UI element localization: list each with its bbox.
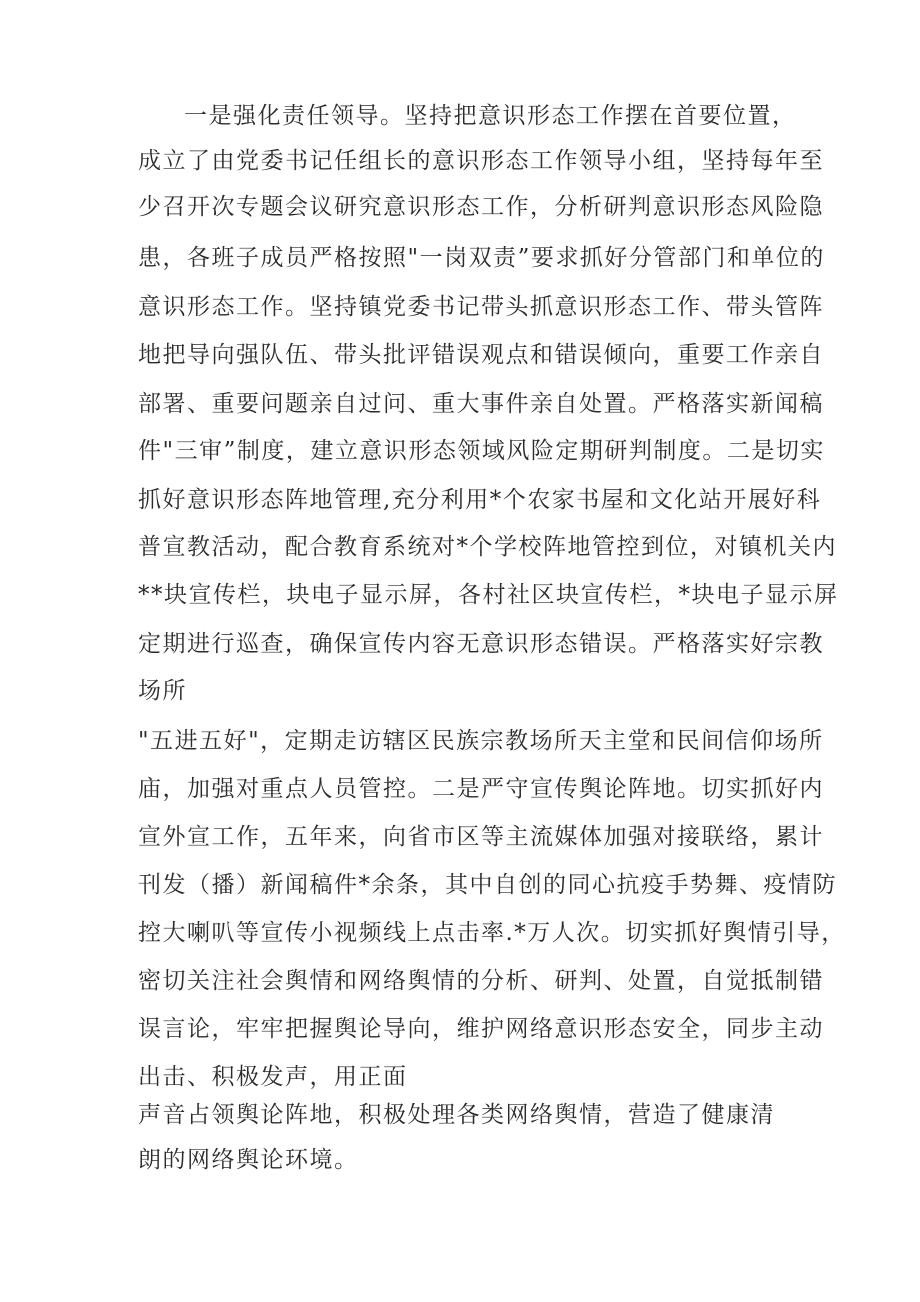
text-line-19: 密切关注社会舆情和网络舆情的分析、研判、处置，自觉抵制错 bbox=[138, 968, 824, 994]
text-line-8: 件"三审”制度，建立意识形态领域风险定期研判制度。二是切实 bbox=[138, 438, 825, 464]
text-line-17: 刊发（播）新闻稿件*余条，其中自创的同心抗疫手势舞、疫情防 bbox=[138, 872, 837, 898]
text-line-15: 庙，加强对重点人员管控。二是严守宣传舆论阵地。切实抓好内 bbox=[138, 776, 824, 802]
text-line-4: 患，各班子成员严格按照"一岗双责”要求抓好分管部门和单位的 bbox=[138, 245, 825, 271]
text-line-21: 出击、积极发声，用正面 bbox=[138, 1064, 408, 1090]
text-line-14: "五进五好"，定期走访辖区民族宗教场所天主堂和民间信仰场所 bbox=[138, 728, 824, 754]
text-line-1: 一是强化责任领导。坚持把意识形态工作摆在首要位置， bbox=[184, 103, 797, 129]
text-line-20: 误言论，牢牢把握舆论导向，维护网络意识形态安全，同步主动 bbox=[138, 1016, 824, 1042]
text-line-9: 抓好意识形态阵地管理,充分利用*个农家书屋和文化站开展好科 bbox=[138, 487, 822, 513]
text-line-11: **块宣传栏，块电子显示屏，各村社区块宣传栏，*块电子显示屏 bbox=[138, 582, 839, 608]
text-line-3: 少召开次专题会议研究意识形态工作，分析研判意识形态风险隐 bbox=[138, 194, 824, 220]
text-line-2: 成立了由党委书记任组长的意识形态工作领导小组，坚持每年至 bbox=[138, 148, 824, 174]
text-line-10: 普宣教活动，配合教育系统对*个学校阵地管控到位，对镇机关内 bbox=[138, 534, 837, 560]
text-line-6: 地把导向强队伍、带头批评错误观点和错误倾向，重要工作亲自 bbox=[138, 342, 824, 368]
text-line-12: 定期进行巡查，确保宣传内容无意识形态错误。严格落实好宗教 bbox=[138, 631, 824, 657]
text-line-7: 部署、重要问题亲自过问、重大事件亲自处置。严格落实新闻稿 bbox=[138, 391, 824, 417]
text-line-18: 控大喇叭等宣传小视频线上点击率.*万人次。切实抓好舆情引导， bbox=[138, 920, 846, 946]
text-line-22: 声音占领舆论阵地，积极处理各类网络舆情，营造了健康清 bbox=[138, 1102, 775, 1128]
text-line-5: 意识形态工作。坚持镇党委书记带头抓意识形态工作、带头管阵 bbox=[138, 294, 824, 320]
text-line-16: 宣外宣工作，五年来，向省市区等主流媒体加强对接联络，累计 bbox=[138, 824, 824, 850]
text-line-23: 朗的网络舆论环境。 bbox=[138, 1147, 359, 1173]
text-line-13: 场所 bbox=[138, 678, 187, 704]
